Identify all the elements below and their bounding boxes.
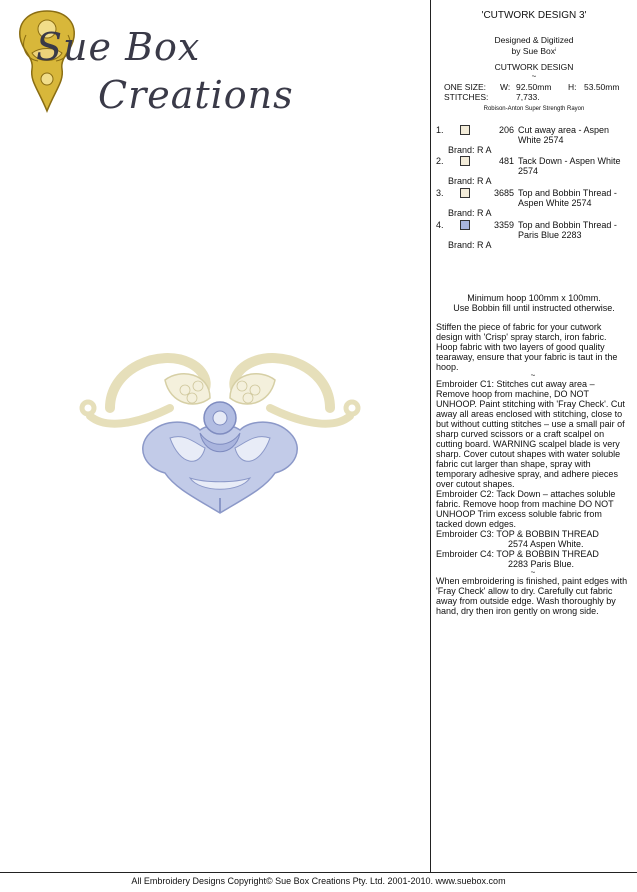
footer-divider xyxy=(0,872,637,873)
tilde-separator: ~ xyxy=(530,371,536,380)
instruction-c3: Embroider C3: TOP & BOBBIN THREAD xyxy=(436,529,599,539)
height-value: 53.50mm xyxy=(584,82,620,92)
color-stitches: 481 xyxy=(498,156,514,166)
color-brand: Brand: R A xyxy=(448,208,492,218)
color-swatch xyxy=(460,125,470,135)
instruction-c3-thread: 2574 Aspen White. xyxy=(508,539,584,549)
instruction-finish: When embroidering is finished, paint edges with 'Fray Check' allow to dry. Carefully cut fabric away from outside edge. Wash thoroughly by hand, dry then iron gently on wrong side. xyxy=(436,576,628,616)
color-description: Top and Bobbin Thread - Paris Blue 2283 xyxy=(518,220,617,240)
color-brand: Brand: R A xyxy=(448,240,492,250)
instructions xyxy=(436,322,630,616)
width-label: W: xyxy=(500,82,511,92)
stitches-label: STITCHES: xyxy=(444,92,489,102)
instruction-c4: Embroider C4: TOP & BOBBIN THREAD xyxy=(436,549,599,559)
hoop-line-1: Minimum hoop 100mm x 100mm. xyxy=(467,293,601,303)
instruction-c4-thread: 2283 Paris Blue. xyxy=(508,559,575,569)
size-label: ONE SIZE: xyxy=(444,82,487,92)
tilde-separator: ~ xyxy=(530,568,536,577)
color-number: 1. xyxy=(436,125,444,135)
instruction-c1: Embroider C1: Stitches cut away area – Remove hoop from machine, DO NOT UNHOOP. Paint stitching with 'Fray Check'. Cut away all areas enclosed with stitching, close to but without cutting stitches – use a small pair of sharp curved scissors or a craft scalpel on cutting board. WARNING scalpel blade is very sharp. Cover cutout shapes with water soluble fabric cut larger than shape, spray with temporary adhesive spray, and adhere pieces over cutout shapes. xyxy=(436,379,625,489)
color-stitches: 3685 xyxy=(493,188,514,198)
hoop-info xyxy=(436,293,632,313)
stitches-value: 7,733. xyxy=(516,92,540,102)
hoop-line-2: Use Bobbin fill until instructed otherwise. xyxy=(453,303,615,313)
color-swatch xyxy=(460,188,470,198)
instruction-prep: Stiffen the piece of fabric for your cutwork design with 'Crisp' spray starch, iron fabric. Hoop fabric with two layers of good quality tearaway, ensure that your fabric is taut in the hoop. xyxy=(436,322,618,372)
designed-by xyxy=(436,35,632,57)
thread-brand: Robison-Anton Super Strength Rayon xyxy=(483,106,585,112)
logo-line-2: Creations xyxy=(98,73,294,117)
design-name: CUTWORK DESIGN xyxy=(494,62,574,72)
color-description: Top and Bobbin Thread - Aspen White 2574 xyxy=(518,188,617,208)
color-swatch xyxy=(460,220,470,230)
color-number: 3. xyxy=(436,188,444,198)
designed-line-1: Designed & Digitized xyxy=(494,35,574,45)
color-number: 4. xyxy=(436,220,444,230)
design-title: 'CUTWORK DESIGN 3' xyxy=(481,10,587,21)
logo-line-1: Sue Box xyxy=(36,25,201,69)
color-brand: Brand: R A xyxy=(448,145,492,155)
color-swatch xyxy=(460,156,470,166)
logo xyxy=(8,5,294,125)
instruction-c2: Embroider C2: Tack Down – attaches soluble fabric. Remove hoop from machine DO NOT UNHOOP Trim excess soluble fabric from tacked down edges. xyxy=(436,489,616,529)
footer-copyright: All Embroidery Designs Copyright© Sue Box Creations Pty. Ltd. 2001-2010. www.suebox.com xyxy=(131,876,506,886)
color-brand: Brand: R A xyxy=(448,176,492,186)
color-stitches: 3359 xyxy=(493,220,514,230)
tilde-separator: ~ xyxy=(531,72,537,81)
column-divider xyxy=(430,0,431,872)
color-description: Tack Down - Aspen White 2574 xyxy=(518,156,621,176)
color-stitches: 206 xyxy=(498,125,514,135)
embroidery-design-image xyxy=(70,338,370,528)
designed-line-2: by Sue Boxⁱ xyxy=(511,46,557,56)
width-value: 92.50mm xyxy=(516,82,552,92)
color-number: 2. xyxy=(436,156,444,166)
height-label: H: xyxy=(568,82,577,92)
color-description: Cut away area - Aspen White 2574 xyxy=(518,125,610,145)
